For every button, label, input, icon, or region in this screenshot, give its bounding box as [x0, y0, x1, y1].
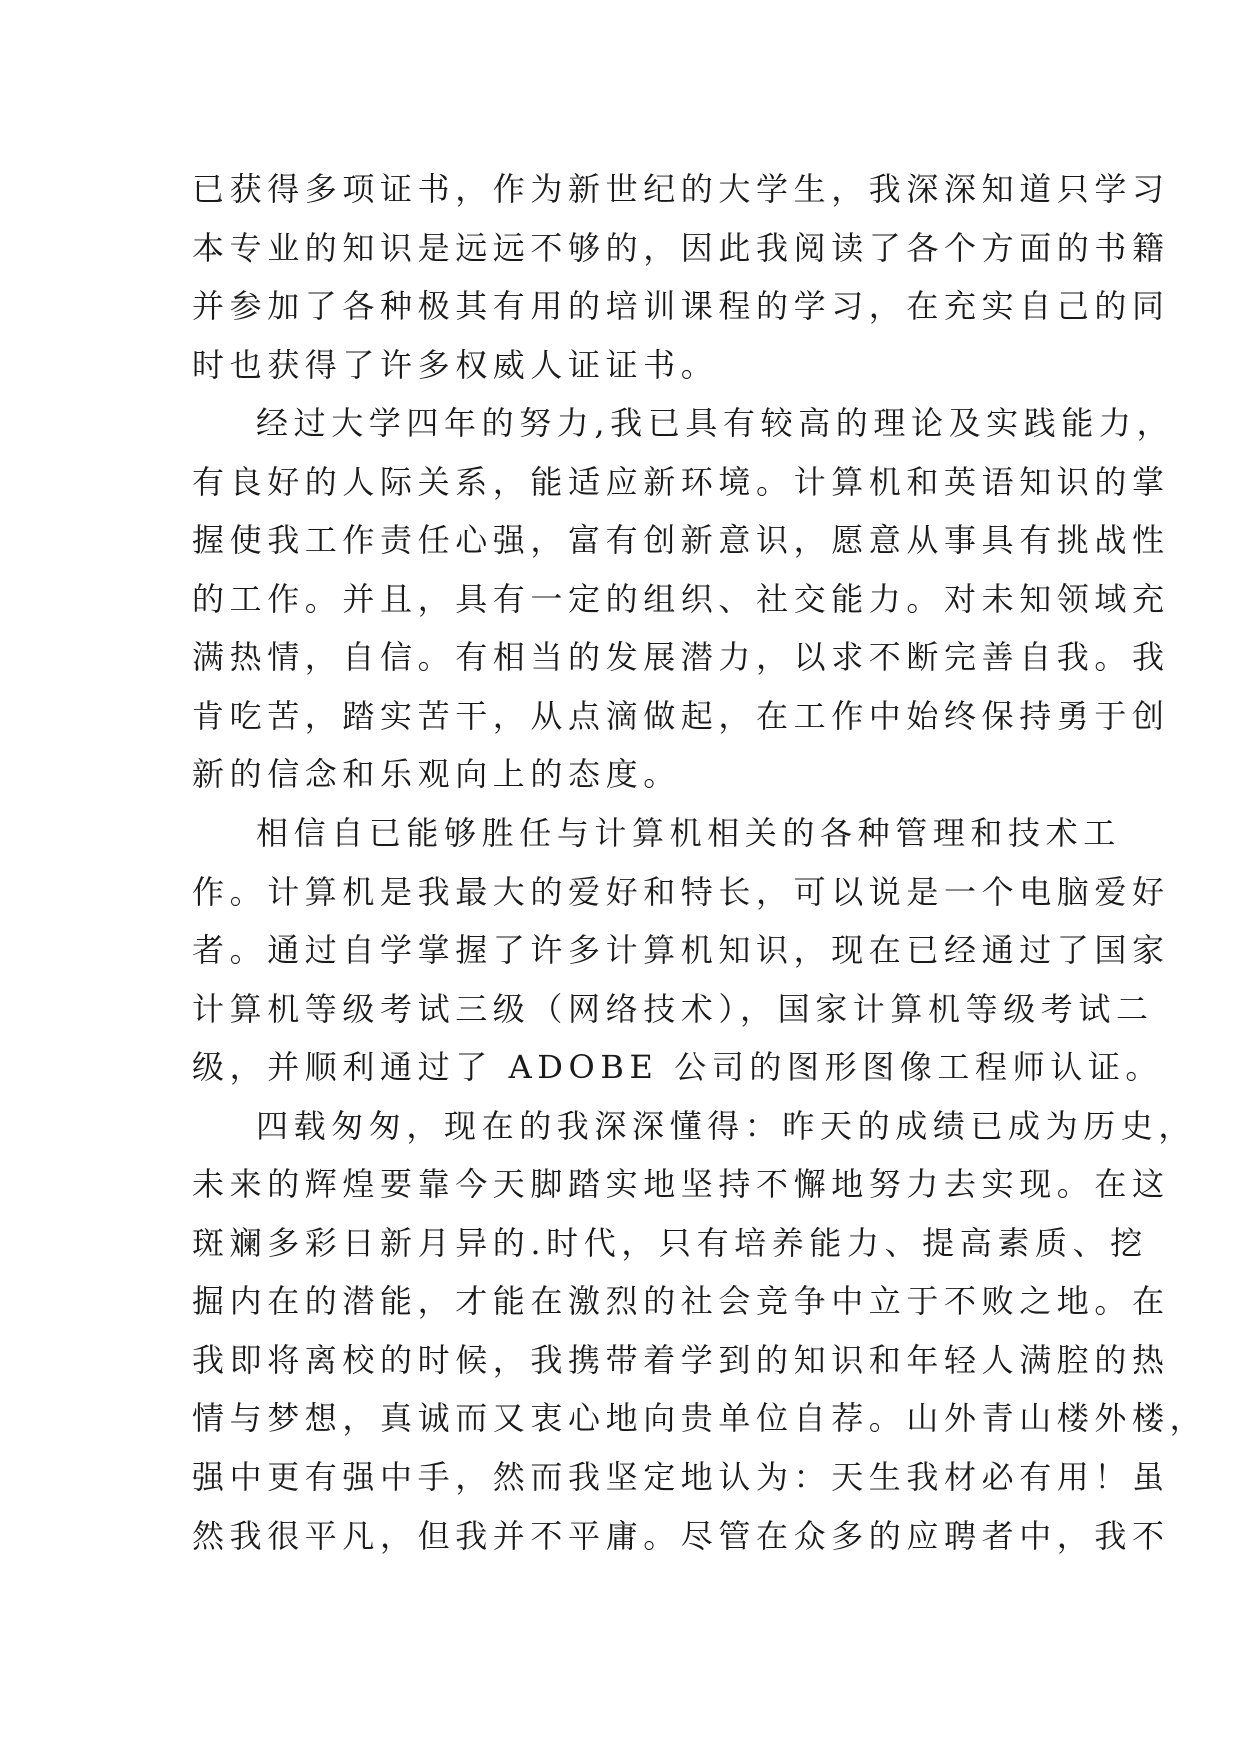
paragraph-4 [192, 1097, 1208, 1565]
text-line: 情与梦想，真诚而又衷心地向贵单位自荐。山外青山楼外楼， [192, 1399, 1208, 1438]
text-line: 相信自已能够胜任与计算机相关的各种管理和技术工 [256, 814, 1121, 853]
text-line: 作。计算机是我最大的爱好和特长，可以说是一个电脑爱好 [192, 872, 1170, 911]
body-text [192, 160, 1208, 1565]
text-line: 四载匆匆，现在的我深深懂得：昨天的成绩已成为历史， [256, 1106, 1197, 1145]
text-line: 本专业的知识是远远不够的，因此我阅读了各个方面的书籍 [192, 228, 1170, 267]
text-line: 已获得多项证书，作为新世纪的大学生，我深深知道只学习 [192, 170, 1170, 208]
text-line: 斑斓多彩日新月异的.时代，只有培养能力、提高素质、挖 [192, 1223, 1148, 1262]
text-line: 计算机等级考试三级（网络技术），国家计算机等级考试二 [192, 989, 1154, 1028]
paragraph-2 [192, 394, 1175, 804]
text-line: 有良好的人际关系，能适应新环境。计算机和英语知识的掌 [192, 462, 1170, 501]
text-line: 并参加了各种极其有用的培训课程的学习，在充实自己的同 [192, 287, 1170, 326]
text-line: 的工作。并且，具有一定的组织、社交能力。对未知领域充 [192, 579, 1170, 618]
text-line: 满热情，自信。有相当的发展潜力，以求不断完善自我。我 [192, 638, 1170, 677]
text-line: 未来的辉煌要靠今天脚踏实地坚持不懈地努力去实现。在这 [192, 1165, 1170, 1204]
text-line: 新的信念和乐观向上的态度。 [192, 755, 681, 794]
text-line: 掘内在的潜能，才能在激烈的社会竞争中立于不败之地。在 [192, 1282, 1170, 1321]
text-line: 经过大学四年的努力,我已具有较高的理论及实践能力， [256, 404, 1175, 443]
text-line: 肯吃苦，踏实苦干，从点滴做起，在工作中始终保持勇于创 [192, 696, 1170, 735]
text-line: 强中更有强中手，然而我坚定地认为：天生我材必有用！虽 [192, 1458, 1170, 1497]
text-line: 级，并顺利通过了 ADOBE 公司的图形图像工程师认证。 [192, 1048, 1164, 1087]
text-line: 然我很平凡，但我并不平庸。尽管在众多的应聘者中，我不 [192, 1516, 1170, 1555]
text-line: 握使我工作责任心强，富有创新意识，愿意从事具有挑战性 [192, 521, 1170, 560]
text-line: 时也获得了许多权威人证证书。 [192, 345, 719, 384]
text-line: 者。通过自学掌握了许多计算机知识，现在已经通过了国家 [192, 931, 1170, 970]
text-line: 我即将离校的时候，我携带着学到的知识和年轻人满腔的热 [192, 1340, 1170, 1379]
paragraph-1 [192, 160, 1170, 394]
paragraph-3 [192, 804, 1170, 1097]
